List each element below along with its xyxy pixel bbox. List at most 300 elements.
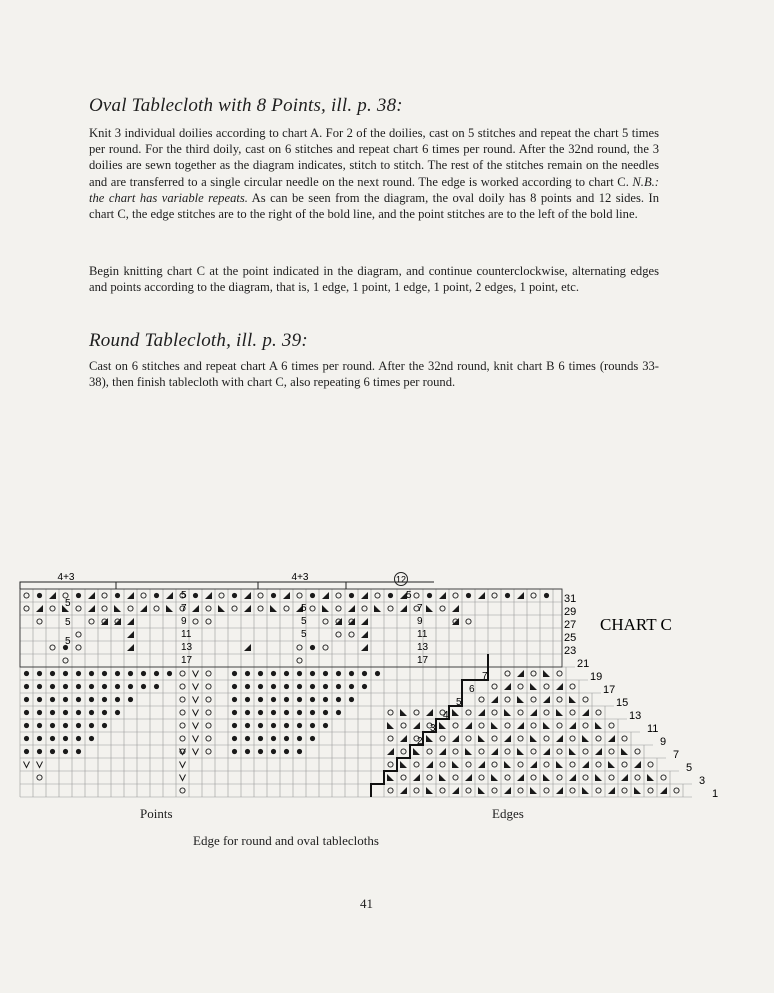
knit-dot-symbol [245, 671, 250, 676]
decrease-symbol [556, 761, 563, 768]
decrease-symbol [543, 748, 550, 755]
round-number: 3 [699, 775, 706, 787]
knit-dot-symbol [284, 723, 289, 728]
knit-dot-symbol [349, 671, 354, 676]
decrease-symbol [49, 592, 56, 599]
decrease-symbol [400, 709, 407, 716]
repeat-label-2: 4+3 [291, 572, 309, 583]
yarn-over-symbol [206, 684, 211, 689]
knit-dot-symbol [297, 736, 302, 741]
decrease-symbol [465, 722, 472, 729]
yarn-over-symbol [427, 775, 432, 780]
yarn-over-symbol [323, 645, 328, 650]
yarn-over-symbol [63, 658, 68, 663]
yarn-over-symbol [193, 619, 198, 624]
yarn-over-symbol [609, 749, 614, 754]
inner-count: 7 [417, 603, 423, 614]
decrease-symbol [270, 605, 277, 612]
knit-dot-symbol [154, 684, 159, 689]
inner-count: 9 [181, 616, 187, 627]
step-count: 7 [482, 671, 488, 682]
round-number: 25 [564, 632, 577, 644]
decrease-symbol [127, 631, 134, 638]
decrease-symbol [556, 683, 563, 690]
knit-dot-symbol [245, 697, 250, 702]
decrease-symbol [582, 735, 589, 742]
knit-dot-symbol [245, 749, 250, 754]
knit-dot-symbol [24, 723, 29, 728]
knit-dot-symbol [232, 593, 237, 598]
decrease-symbol [387, 748, 394, 755]
repeat-label-1: 4+3 [57, 572, 75, 583]
decrease-symbol [465, 774, 472, 781]
yarn-over-symbol [596, 710, 601, 715]
yarn-over-symbol [206, 749, 211, 754]
decrease-symbol [517, 696, 524, 703]
decrease-symbol [413, 748, 420, 755]
decrease-symbol [439, 748, 446, 755]
decrease-symbol [595, 774, 602, 781]
knit-dot-symbol [310, 736, 315, 741]
knit-dot-symbol [284, 710, 289, 715]
knit-dot-symbol [193, 593, 198, 598]
yarn-over-symbol [375, 593, 380, 598]
increase-symbol [24, 762, 30, 768]
yarn-over-symbol [336, 606, 341, 611]
yarn-over-symbol [401, 775, 406, 780]
increase-symbol [193, 723, 199, 729]
yarn-over-symbol [570, 710, 575, 715]
knit-dot-symbol [297, 684, 302, 689]
repeat-bracket-4 [346, 582, 434, 589]
decrease-symbol [426, 787, 433, 794]
oval-text-c: As can be seen from the diagram, the oval doily has 8 points and 12 sides. In chart C, the edge stitches are to the right of the bold line, and the point stitches are to the left of the bold line. [89, 190, 659, 222]
knit-dot-symbol [310, 645, 315, 650]
yarn-over-symbol [453, 723, 458, 728]
decrease-symbol [608, 735, 615, 742]
knit-dot-symbol [24, 697, 29, 702]
decrease-symbol [530, 735, 537, 742]
increase-symbol [193, 736, 199, 742]
yarn-over-symbol [50, 645, 55, 650]
round-number: 19 [590, 671, 603, 683]
yarn-over-symbol [505, 671, 510, 676]
yarn-over-symbol [37, 619, 42, 624]
yarn-over-symbol [37, 775, 42, 780]
knit-dot-symbol [50, 710, 55, 715]
decrease-symbol [517, 722, 524, 729]
knit-dot-symbol [89, 684, 94, 689]
knit-dot-symbol [50, 697, 55, 702]
repeat-bracket-1 [20, 582, 116, 589]
knit-dot-symbol [271, 684, 276, 689]
knit-dot-symbol [50, 749, 55, 754]
decrease-symbol [426, 709, 433, 716]
yarn-over-symbol [453, 593, 458, 598]
knit-dot-symbol [76, 723, 81, 728]
decrease-symbol [569, 774, 576, 781]
decrease-symbol [543, 670, 550, 677]
yarn-over-symbol [258, 593, 263, 598]
yarn-over-symbol [518, 788, 523, 793]
yarn-over-symbol [583, 775, 588, 780]
knit-dot-symbol [297, 697, 302, 702]
yarn-over-symbol [531, 593, 536, 598]
yarn-over-symbol [76, 632, 81, 637]
decrease-symbol [114, 605, 121, 612]
decrease-symbol [582, 787, 589, 794]
yarn-over-symbol [128, 606, 133, 611]
decrease-symbol [621, 748, 628, 755]
yarn-over-symbol [622, 736, 627, 741]
yarn-over-symbol [505, 723, 510, 728]
yarn-over-symbol [505, 697, 510, 702]
decrease-symbol [400, 605, 407, 612]
knit-dot-symbol [362, 684, 367, 689]
knit-dot-symbol [24, 684, 29, 689]
decrease-symbol [504, 761, 511, 768]
knit-dot-symbol [24, 710, 29, 715]
decrease-symbol [192, 605, 199, 612]
yarn-over-symbol [583, 723, 588, 728]
yarn-over-symbol [648, 788, 653, 793]
yarn-over-symbol [388, 736, 393, 741]
decrease-symbol [491, 696, 498, 703]
yarn-over-symbol [76, 606, 81, 611]
increase-symbol [193, 710, 199, 716]
decrease-symbol [517, 748, 524, 755]
knit-dot-symbol [271, 671, 276, 676]
decrease-symbol [478, 592, 485, 599]
decrease-symbol [322, 605, 329, 612]
yarn-over-symbol [557, 723, 562, 728]
decrease-symbol [361, 644, 368, 651]
knit-dot-symbol [375, 671, 380, 676]
knit-dot-symbol [297, 749, 302, 754]
knit-dot-symbol [271, 710, 276, 715]
yarn-over-symbol [206, 619, 211, 624]
knit-dot-symbol [297, 723, 302, 728]
decrease-symbol [621, 774, 628, 781]
knit-dot-symbol [76, 710, 81, 715]
knit-dot-symbol [115, 593, 120, 598]
knit-dot-symbol [388, 593, 393, 598]
decrease-symbol [504, 709, 511, 716]
knit-dot-symbol [349, 697, 354, 702]
step-count: 5 [456, 697, 462, 708]
yarn-over-symbol [206, 697, 211, 702]
inner-count: 13 [417, 642, 429, 653]
inner-count: 7 [181, 603, 187, 614]
decrease-symbol [322, 592, 329, 599]
knit-dot-symbol [271, 736, 276, 741]
round-number: 15 [616, 697, 629, 709]
yarn-over-symbol [349, 632, 354, 637]
yarn-over-symbol [596, 788, 601, 793]
knit-dot-symbol [128, 684, 133, 689]
yarn-over-symbol [180, 723, 185, 728]
decrease-symbol [569, 722, 576, 729]
yarn-over-symbol [401, 749, 406, 754]
inner-count: 9 [417, 616, 423, 627]
knit-dot-symbol [271, 723, 276, 728]
yarn-over-symbol [284, 606, 289, 611]
oval-begin-paragraph: Begin knitting chart C at the point indicated in the diagram, and continue counterclockwise, alternating edges and points according to the diagram, that is, 1 edge, 1 point, 1 edge, 1 point, 2 edges, 1 point, etc. [89, 264, 659, 295]
decrease-symbol [478, 709, 485, 716]
knit-dot-symbol [63, 684, 68, 689]
yarn-over-symbol [570, 788, 575, 793]
knit-dot-symbol [63, 671, 68, 676]
decrease-symbol [387, 774, 394, 781]
decrease-symbol [556, 787, 563, 794]
decrease-symbol [426, 761, 433, 768]
yarn-over-symbol [674, 788, 679, 793]
knit-dot-symbol [89, 671, 94, 676]
yarn-over-symbol [531, 671, 536, 676]
decrease-symbol [504, 683, 511, 690]
knit-dot-symbol [141, 671, 146, 676]
yarn-over-symbol [206, 606, 211, 611]
yarn-over-symbol [89, 619, 94, 624]
decrease-symbol [608, 787, 615, 794]
knit-dot-symbol [63, 697, 68, 702]
chart-title: CHART C [600, 615, 672, 634]
yarn-over-symbol [557, 749, 562, 754]
knit-dot-symbol [115, 697, 120, 702]
yarn-over-symbol [479, 749, 484, 754]
increase-symbol [193, 684, 199, 690]
yarn-over-symbol [531, 749, 536, 754]
yarn-over-symbol [180, 736, 185, 741]
decrease-symbol [166, 592, 173, 599]
yarn-over-symbol [544, 710, 549, 715]
knit-dot-symbol [115, 684, 120, 689]
yarn-over-symbol [323, 619, 328, 624]
knit-dot-symbol [89, 710, 94, 715]
repeat-bracket-2 [116, 582, 258, 589]
decrease-symbol [426, 605, 433, 612]
knit-dot-symbol [232, 736, 237, 741]
yarn-over-symbol [518, 736, 523, 741]
yarn-over-symbol [479, 775, 484, 780]
decrease-symbol [517, 592, 524, 599]
knit-dot-symbol [102, 723, 107, 728]
yarn-over-symbol [505, 775, 510, 780]
knit-dot-symbol [37, 736, 42, 741]
decrease-symbol [530, 709, 537, 716]
decrease-symbol [127, 592, 134, 599]
knit-dot-symbol [245, 710, 250, 715]
decrease-symbol [244, 605, 251, 612]
knit-dot-symbol [258, 749, 263, 754]
round-number: 9 [660, 736, 667, 748]
decrease-symbol [543, 696, 550, 703]
decrease-symbol [452, 787, 459, 794]
knit-dot-symbol [258, 684, 263, 689]
knit-dot-symbol [349, 593, 354, 598]
knit-dot-symbol [141, 684, 146, 689]
points-label: Points [140, 806, 173, 821]
knit-dot-symbol [128, 671, 133, 676]
decrease-symbol [478, 735, 485, 742]
decrease-symbol [218, 605, 225, 612]
yarn-over-symbol [466, 788, 471, 793]
yarn-over-symbol [557, 775, 562, 780]
knit-dot-symbol [258, 710, 263, 715]
yarn-over-symbol [648, 762, 653, 767]
yarn-over-symbol [362, 606, 367, 611]
yarn-over-symbol [544, 788, 549, 793]
round-number: 17 [603, 684, 616, 696]
oval-tablecloth-heading: Oval Tablecloth with 8 Points, ill. p. 38: [89, 95, 403, 116]
yarn-over-symbol [206, 736, 211, 741]
inner-count: 13 [181, 642, 193, 653]
yarn-over-symbol [206, 671, 211, 676]
increase-symbol [37, 762, 43, 768]
round-number: 5 [686, 762, 693, 774]
decrease-symbol [504, 787, 511, 794]
decrease-symbol [426, 735, 433, 742]
yarn-over-symbol [297, 645, 302, 650]
yarn-over-symbol [635, 775, 640, 780]
yarn-over-symbol [414, 593, 419, 598]
inner-count: 17 [417, 655, 429, 666]
decrease-symbol [400, 787, 407, 794]
yarn-over-symbol [414, 710, 419, 715]
decrease-symbol [88, 592, 95, 599]
knit-dot-symbol [323, 697, 328, 702]
decrease-symbol [166, 605, 173, 612]
knit-dot-symbol [310, 710, 315, 715]
yarn-over-symbol [570, 762, 575, 767]
yarn-over-symbol [388, 606, 393, 611]
knit-dot-symbol [115, 671, 120, 676]
yarn-over-symbol [24, 593, 29, 598]
yarn-over-symbol [180, 710, 185, 715]
decrease-symbol [374, 605, 381, 612]
yarn-over-symbol [583, 697, 588, 702]
knit-dot-symbol [24, 736, 29, 741]
yarn-over-symbol [180, 671, 185, 676]
decrease-symbol [569, 748, 576, 755]
knit-dot-symbol [232, 749, 237, 754]
knit-dot-symbol [245, 684, 250, 689]
repeat-bracket-3 [258, 582, 346, 589]
decrease-symbol [491, 722, 498, 729]
knit-dot-symbol [323, 671, 328, 676]
yarn-over-symbol [466, 762, 471, 767]
yarn-over-symbol [609, 775, 614, 780]
knit-dot-symbol [76, 671, 81, 676]
round-number: 7 [673, 749, 680, 761]
knit-dot-symbol [37, 593, 42, 598]
decrease-symbol [569, 696, 576, 703]
decrease-symbol [413, 722, 420, 729]
knit-dot-symbol [37, 723, 42, 728]
round-number: 1 [712, 788, 719, 800]
round-number: 29 [564, 606, 577, 618]
decrease-symbol [634, 787, 641, 794]
knit-dot-symbol [505, 593, 510, 598]
decrease-symbol [452, 605, 459, 612]
yarn-over-symbol [232, 606, 237, 611]
decrease-symbol [452, 761, 459, 768]
knit-dot-symbol [310, 723, 315, 728]
yarn-over-symbol [154, 606, 159, 611]
yarn-over-symbol [440, 762, 445, 767]
yarn-over-symbol [583, 749, 588, 754]
yarn-over-symbol [635, 749, 640, 754]
yarn-over-symbol [453, 749, 458, 754]
knit-dot-symbol [37, 710, 42, 715]
knit-dot-symbol [232, 697, 237, 702]
decrease-symbol [530, 761, 537, 768]
knit-dot-symbol [284, 749, 289, 754]
yarn-over-symbol [219, 593, 224, 598]
step-count: 3 [430, 723, 436, 734]
yarn-over-symbol [466, 736, 471, 741]
knit-dot-symbol [37, 749, 42, 754]
increase-symbol [193, 671, 199, 677]
yarn-over-symbol [466, 710, 471, 715]
decrease-symbol [504, 735, 511, 742]
knit-dot-symbol [89, 736, 94, 741]
decrease-symbol [543, 722, 550, 729]
decrease-symbol [244, 644, 251, 651]
decrease-symbol [439, 722, 446, 729]
inner-count: 17 [181, 655, 193, 666]
knit-dot-symbol [63, 710, 68, 715]
decrease-symbol [88, 605, 95, 612]
decrease-symbol [595, 722, 602, 729]
yarn-over-symbol [531, 775, 536, 780]
knit-dot-symbol [76, 749, 81, 754]
step-count: 2 [417, 736, 423, 747]
yarn-over-symbol [492, 710, 497, 715]
decrease-symbol [660, 787, 667, 794]
knit-dot-symbol [310, 684, 315, 689]
knit-dot-symbol [128, 697, 133, 702]
knit-dot-symbol [37, 684, 42, 689]
yarn-over-symbol [492, 593, 497, 598]
knit-dot-symbol [323, 684, 328, 689]
knit-dot-symbol [102, 684, 107, 689]
yarn-over-symbol [531, 723, 536, 728]
yarn-over-symbol [518, 684, 523, 689]
knit-dot-symbol [63, 736, 68, 741]
decrease-symbol [127, 644, 134, 651]
yarn-over-symbol [388, 762, 393, 767]
yarn-over-symbol [596, 736, 601, 741]
knit-dot-symbol [76, 593, 81, 598]
decrease-symbol [608, 761, 615, 768]
yarn-over-symbol [206, 710, 211, 715]
yarn-over-symbol [570, 736, 575, 741]
decrease-symbol [400, 761, 407, 768]
decrease-symbol [348, 605, 355, 612]
yarn-over-symbol [622, 762, 627, 767]
decrease-symbol [556, 735, 563, 742]
yarn-over-symbol [297, 658, 302, 663]
decrease-symbol [205, 592, 212, 599]
increase-symbol [180, 775, 186, 781]
decrease-symbol [439, 592, 446, 599]
decrease-symbol [361, 618, 368, 625]
decrease-symbol [400, 735, 407, 742]
knit-dot-symbol [323, 723, 328, 728]
round-tablecloth-heading: Round Tablecloth, ill. p. 39: [89, 330, 308, 351]
decrease-symbol [361, 592, 368, 599]
